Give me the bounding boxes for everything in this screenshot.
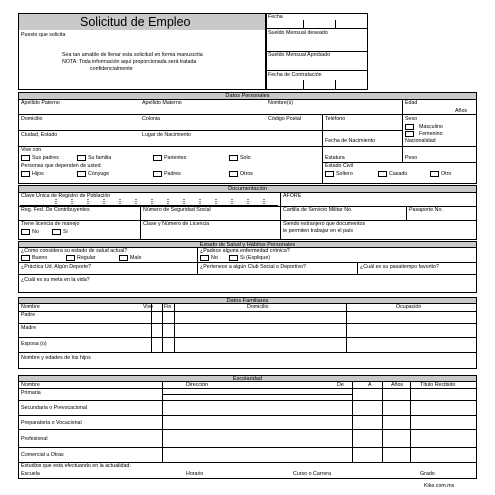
instruction-line-2: NOTA: Toda información aquí proporcionada será tratada [62,59,197,65]
divider [406,206,407,220]
divider [357,262,358,274]
nss-label: Número de Seguridad Social [143,207,211,213]
edu-row-prep: Preparatoria o Vocacional [21,420,82,426]
divider [410,382,411,462]
dependents-label: Personas que dependen de usted [21,163,101,169]
edu-col-from: De [337,382,344,388]
divider [18,415,477,416]
hire-date-tick [335,80,336,90]
sport-label: ¿Práctica Ud. Algún Deporte? [21,264,92,270]
divider [18,311,477,312]
curp-character-cells[interactable] [20,199,278,206]
passport-label: Pasaporte No. [409,207,443,213]
postal-code-label: Código Postal [268,116,301,122]
other-status-checkbox[interactable] [430,171,439,177]
license-yes-checkbox[interactable] [52,229,61,235]
health-status-label: ¿Como considera su estado de salud actual? [21,248,128,254]
divider [18,429,477,430]
education-heading: Escolaridad [18,375,477,382]
phone-label: Teléfono [325,116,346,122]
divider [266,70,368,71]
female-checkbox[interactable] [405,131,414,137]
illness-no-label: No [211,255,218,261]
married-checkbox[interactable] [378,171,387,177]
address-label: Domicilio [21,116,43,122]
family-col-alive: Vive [143,304,154,310]
years-label: Años [455,108,468,114]
divider [162,394,352,395]
current-studies-label: Estudios que esta efectuando en la actualidad: [21,463,131,469]
edu-row-secondary: Secundaria o Prevocacional [21,405,87,411]
divider [18,146,477,147]
age-label: Edad [405,100,418,106]
curp-cells-graphic [20,199,278,206]
edu-row-primary: Primaria [21,390,41,396]
family-col-address: Domicilio [247,304,269,310]
license-yes-label: Si [63,229,68,235]
divider [280,193,281,240]
dep-others-label: Otros [240,171,253,177]
edu-col-degree: Título Recibido [420,382,456,388]
divider [18,220,477,221]
divider [18,114,477,115]
license-class-label: Clase y Número de Licencia [143,221,210,227]
license-no-label: No [32,229,39,235]
military-card-label: Cartilla de Servicio Militar No. [283,207,353,213]
divider [162,304,163,352]
children-label: Nombre y edades de los hijos [21,355,91,361]
dep-spouse-checkbox[interactable] [77,171,86,177]
foreign-docs-label-1: Siendo extranjero que documentos [283,221,366,227]
male-checkbox[interactable] [405,124,414,130]
divider [402,146,403,162]
lives-with-label: Vive con [21,147,42,153]
illness-yes-label: Si (Explique) [240,255,271,261]
rfc-label: Reg. Fed. De Contribuyentes [21,207,90,213]
documentation-heading: Documentación [18,185,477,193]
lives-parents-label: Sus padres [32,155,59,161]
instruction-line-1: Sea tan amable de llenar esta solicitud en forma manuscrita [62,52,203,58]
health-heading: Estado de Salud y Hábitos Personales [18,241,477,248]
health-bad-label: Malo [130,255,142,261]
single-label: Soltero [336,171,353,177]
family-row-mother: Madre [21,325,37,331]
dep-parents-checkbox[interactable] [153,171,162,177]
marital-status-label: Estado Civil [325,163,353,169]
city-state-label: Ciudad, Estado [21,132,58,138]
hobby-label: ¿Cuál es su pasatiempo favorito? [360,264,439,270]
edu-col-to: A [368,382,372,388]
edu-bottom-school: Escuela [21,471,40,477]
sex-label: Sexo [405,116,418,122]
height-label: Estatura [325,155,345,161]
family-row-father: Padre [21,312,36,318]
drivers-license-label: Tiene licencia de manejo [21,221,80,227]
instruction-line-3: confidencialmente [90,66,133,72]
hire-date-tick [303,80,304,90]
male-label: Masculino [419,124,443,130]
female-label: Femenino [419,131,443,137]
last-name-paternal-label: Apellido Paterno [21,100,60,106]
health-good-checkbox[interactable] [21,255,30,261]
afore-label: AFORE [283,193,302,199]
divider [18,130,402,131]
edu-row-commercial: Comercial u Otras [21,452,64,458]
family-col-occupation: Ocupación [396,304,422,310]
health-regular-checkbox[interactable] [66,255,75,261]
license-no-checkbox[interactable] [21,229,30,235]
position-label: Puesto que solicita [21,32,66,38]
divider [18,262,477,263]
divider [18,447,477,448]
hire-date-label: Fecha de Contratación [268,72,322,78]
chronic-illness-label: ¿Padece alguna enfermedad crónica? [200,248,290,254]
edu-col-address: Dirección [186,382,209,388]
lives-family-label: Su familia [88,155,112,161]
divider [18,352,477,353]
edu-bottom-schedule: Horario [186,471,204,477]
lives-alone-checkbox[interactable] [229,155,238,161]
divider [18,337,477,338]
edu-bottom-course: Curso o Carrera [293,471,331,477]
date-tick [303,20,304,28]
dep-children-checkbox[interactable] [21,171,30,177]
divider [346,304,347,352]
nationality-label: Nacionalidad [405,138,436,144]
illness-no-checkbox[interactable] [200,255,209,261]
club-label: ¿Pertenece a algún Club Social o Deportivo? [200,264,306,270]
lives-relatives-checkbox[interactable] [153,155,162,161]
edu-col-years: Años [391,382,404,388]
illness-yes-checkbox[interactable] [229,255,238,261]
divider [18,274,477,275]
divider [197,248,198,274]
last-name-maternal-label: Apellido Materno [142,100,182,106]
approved-salary-label: Sueldo Mensual Aprobado [268,52,331,58]
family-col-end: Fin [164,304,172,310]
family-heading: Datos Familiares [18,297,477,304]
dep-children-label: Hijos [32,171,44,177]
edu-col-name: Nombre [21,382,40,388]
divider [402,100,403,146]
divider [382,382,383,462]
health-regular-label: Regular [77,255,96,261]
divider [322,114,323,184]
neighborhood-label: Colonia [142,116,160,122]
married-label: Casado [389,171,408,177]
health-good-label: Bueno [32,255,48,261]
lives-alone-label: Solo [240,155,251,161]
dep-spouse-label: Cónyuge [88,171,110,177]
dep-parents-label: Padres [164,171,181,177]
footer-credit: Kike.com.mx [424,483,455,489]
date-label: Fecha [268,14,283,20]
health-bad-checkbox[interactable] [119,255,128,261]
curp-label: Clave Única de Registro de Población [21,193,111,199]
foreign-docs-label-2: le permiten trabajar en el país [283,228,354,234]
edu-bottom-grade: Grado [420,471,435,477]
weight-label: Peso [405,155,418,161]
divider [174,304,175,352]
divider [18,400,477,401]
dep-others-checkbox[interactable] [229,171,238,177]
lives-relatives-label: Parientes [164,155,187,161]
date-tick [335,20,336,28]
personal-heading: Datos Personales [18,92,477,100]
birthdate-label: Fecha de Nacimiento [325,138,376,144]
divider [18,388,477,389]
birthplace-label: Lugar de Nacimiento [142,132,191,138]
family-row-spouse: Esposa (o) [21,341,47,347]
divider [140,206,141,240]
lives-parents-checkbox[interactable] [21,155,30,161]
first-names-label: Nombre(s) [268,100,294,106]
divider [266,28,368,29]
form-title: Solicitud de Empleo [80,15,191,29]
life-goal-label: ¿Cuál es su meta en la vida? [21,277,90,283]
lives-family-checkbox[interactable] [77,155,86,161]
desired-salary-label: Sueldo Mensual deseado [268,30,328,36]
single-checkbox[interactable] [325,171,334,177]
divider [352,382,353,462]
divider [18,323,477,324]
divider [162,382,163,462]
family-col-name: Nombre [21,304,40,310]
divider [151,304,152,352]
edu-row-professional: Profesional [21,436,48,442]
other-status-label: Otro [441,171,452,177]
